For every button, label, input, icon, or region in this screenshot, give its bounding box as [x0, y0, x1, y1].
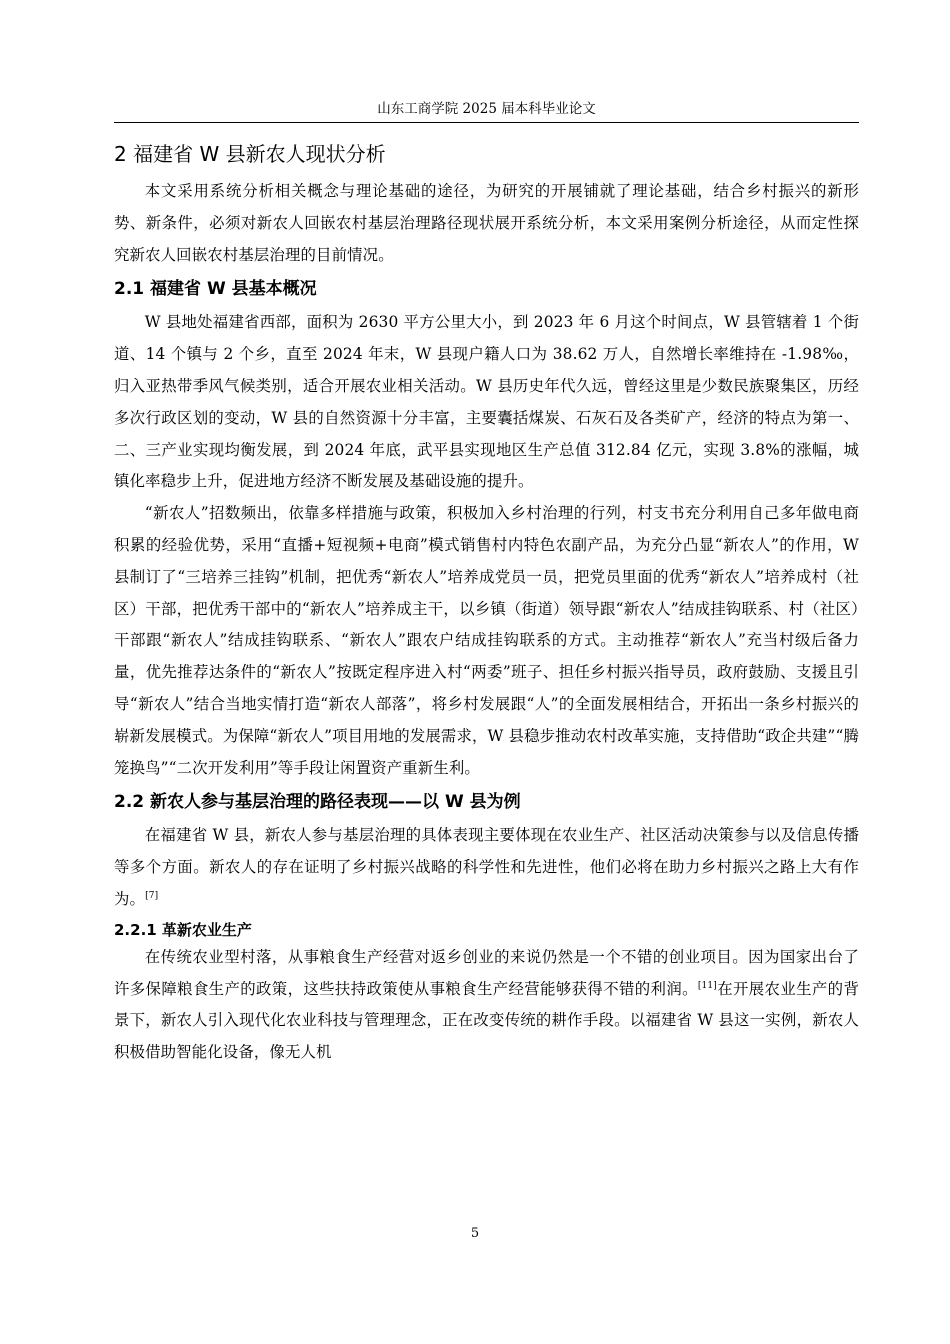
chapter-intro-paragraph: 本文采用系统分析相关概念与理论基础的途径，为研究的开展铺就了理论基础，结合乡村振兴的新形势、新条件，必须对新农人回嵌农村基层治理路径现状展开系统分析，本文采用案例分析途径，从而定性探究新农人回嵌农村基层治理的目前情况。 — [114, 182, 859, 264]
section-heading-2-1: 2.1 福建省 W 县基本概况 — [114, 279, 317, 300]
agriculture-paragraph-1-text-b: 在开展农业生产的背景下，新农人引入现代化农业科技与管理理念，正在改变传统的耕作手段。以福建省 W 县这一实例，新农人积极借助智能化设备，像无人机 — [114, 979, 859, 1062]
running-header: 山东工商学院 2025 届本科毕业论文 — [114, 100, 859, 123]
citation-7: [7] — [145, 890, 159, 901]
overview-paragraph-1: W 县地处福建省西部，面积为 2630 平方公里大小，到 2023 年 6 月这个时间点，W 县管辖着 1 个街道、14 个镇与 2 个乡，直至 2024 年末，W 县现户籍人口为 38.62 万人，自然增长率维持在 -1.98‰，归入亚热带季风气候类别，适合开展农业相关活动。W 县历史年代久远，曾经这里是少数民族聚集区，历经多次行政区划的变动，W 县的自然资源十分丰富，主要囊括煤炭、石灰石及各类矿产，经济的特点为第一、二、三产业实现均衡发展，到 2024 年底，武平县实现地区生产总值 312.84 亿元，实现 3.8%的涨幅，城镇化率稳步上升，促进地方经济不断发展及基础设施的提升。 — [114, 313, 859, 491]
overview-paragraph-2: “新农人”招数频出，依靠多样措施与政策，积极加入乡村治理的行列，村支书充分利用自己多年做电商积累的经验优势，采用“直播+短视频+电商”模式销售村内特色农副产品，为充分凸显“新农人”的作用，W 县制订了“三培养三挂钩”机制，把优秀“新农人”培养成党员一员，把党员里面的优秀“新农人”培养成村（社区）干部，把优秀干部中的“新农人”培养成主干，以乡镇（街道）领导跟“新农人”结成挂钩联系、村（社区）干部跟“新农人”结成挂钩联系、“新农人”跟农户结成挂钩联系的方式。主动推荐“新农人”充当村级后备力量，优先推荐达条件的“新农人”按既定程序进入村“两委”班子、担任乡村振兴指导员，政府鼓励、支援且引导“新农人”结合当地实情打造“新农人部落”，将乡村发展跟“人”的全面发展相结合，开拓出一条乡村振兴的崭新发展模式。为保障“新农人”项目用地的发展需求，W 县稳步推动农村改革实施，支持借助“政企共建”“腾笼换鸟”“二次开发利用”等手段让闲置资产重新生利。 — [114, 504, 859, 777]
agriculture-paragraph-1 — [114, 942, 859, 1069]
subsection-heading-2-2-1: 2.2.1 革新农业生产 — [114, 920, 252, 939]
page-body — [114, 128, 859, 1069]
path-paragraph-1-text: 在福建省 W 县，新农人参与基层治理的具体表现主要体现在农业生产、社区活动决策参与以及信息传播等多个方面。新农人的存在证明了乡村振兴战略的科学性和先进性，他们必将在助力乡村振兴之路上大有作为。 — [114, 826, 859, 908]
chapter-heading: 2 福建省 W 县新农人现状分析 — [114, 142, 386, 166]
citation-11: [11] — [697, 980, 717, 991]
section-heading-2-2: 2.2 新农人参与基层治理的路径表现——以 W 县为例 — [114, 792, 521, 813]
path-paragraph-1 — [114, 820, 859, 915]
agriculture-paragraph-1-text-a: 在传统农业型村落，从事粮食生产经营对返乡创业的来说仍然是一个不错的创业项目。因为国家出台了许多保障粮食生产的政策，这些扶持政策使从事粮食生产经营能够获得不错的利润。 — [114, 947, 859, 998]
page-number: 5 — [470, 1226, 480, 1241]
